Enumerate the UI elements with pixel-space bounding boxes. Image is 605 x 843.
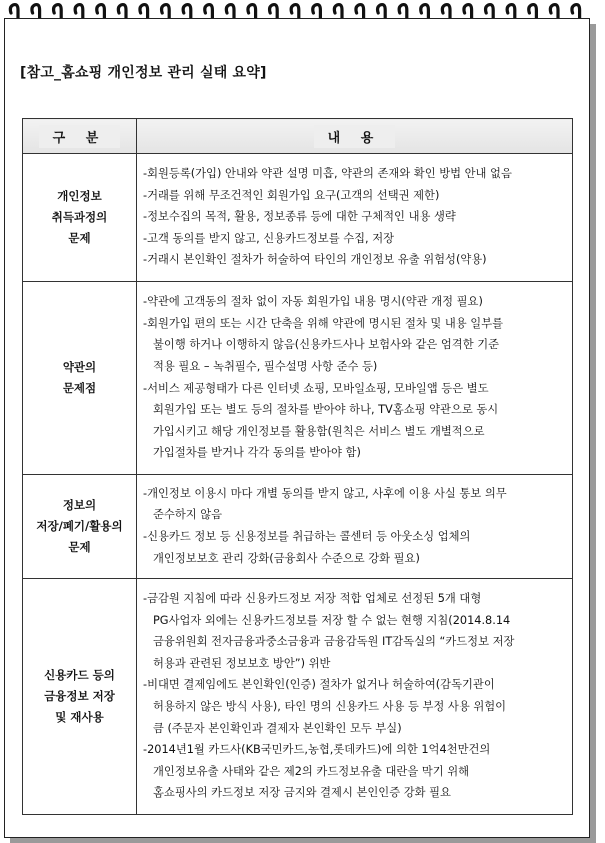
row-category: 약관의 문제점 — [23, 282, 137, 475]
row-content: -금감원 지침에 따라 신용카드정보 저장 적합 업체로 선정된 5개 대형 PG사업자 외에는 신용카드정보를 저장 할 수 없는 현행 지침(2014.8.14 금융위원회 전자금융과중소금융과 금융감독원 IT감독실의 “카드정보 저장 허용과 관련된 정보보호 방안”) 위반 -비대면 결제임에도 본인확인(인증) 절차가 없거나 허술하여(감독기관이 허용하지 않은 방식 사용), 타인 명의 신용카드 사용 등 부정 사용 위험이 큼 (주문자 본인확인과 결제자 본인확인 모두 부실) -2014년1월 카드사(KB국민카드,농협,롯데카드)에 의한 1억4천만건의 개인정보유출 사태와 같은 제2의 카드정보유출 대란을 막기 위해 홈쇼핑사의 카드정보 저장 금지와 결제시 본인인증 강화 필요 — [137, 579, 573, 815]
row-category: 신용카드 등의 금융정보 저장 및 재사용 — [23, 579, 137, 815]
row-category: 개인정보 취득과정의 문제 — [23, 154, 137, 282]
summary-table — [22, 118, 573, 815]
table-row — [23, 154, 573, 282]
row-content: -약관에 고객동의 절차 없이 자동 회원가입 내용 명시(약관 개정 필요) -회원가입 편의 또는 시간 단축을 위해 약관에 명시된 절차 및 내용 일부를 불이행 하거나 이행하지 않음(신용카드사나 보험사와 같은 엄격한 기준 적용 필요 – 녹취필수, 필수설명 사항 준수 등) -서비스 제공형태가 다른 인터넷 쇼핑, 모바일쇼핑, 모바일앱 등은 별도 회원가입 또는 별도 등의 절차를 받아야 하나, TV홈쇼핑 약관으로 동시 가입시키고 해당 개인정보를 활용함(원칙은 서비스 별도 개별적으로 가입절차를 받거나 각각 동의를 받아야 함) — [137, 282, 573, 475]
document-title: [참고_홈쇼핑 개인정보 관리 실태 요약] — [20, 65, 267, 81]
table-row — [23, 579, 573, 815]
header-category: 구 분 — [23, 119, 137, 154]
table-row — [23, 475, 573, 579]
table-row — [23, 282, 573, 475]
row-content: -개인정보 이용시 마다 개별 동의를 받지 않고, 사후에 이용 사실 통보 의무 준수하지 않음 -신용카드 정보 등 신용정보를 취급하는 콜센터 등 아웃소싱 업체의 개인정보보호 관리 강화(금융회사 수준으로 강화 필요) — [137, 475, 573, 579]
header-content: 내 용 — [137, 119, 573, 154]
row-category: 정보의 저장/폐기/활용의 문제 — [23, 475, 137, 579]
row-content: -회원등록(가입) 안내와 약관 설명 미흡, 약관의 존재와 확인 방법 안내 없음 -거래를 위해 무조건적인 회원가입 요구(고객의 선택권 제한) -정보수집의 목적, 활용, 정보종류 등에 대한 구체적인 내용 생략 -고객 동의를 받지 않고, 신용카드정보를 수집, 저장 -거래시 본인확인 절차가 허술하여 타인의 개인정보 유출 위험성(약용) — [137, 154, 573, 282]
table-header-row — [23, 119, 573, 154]
